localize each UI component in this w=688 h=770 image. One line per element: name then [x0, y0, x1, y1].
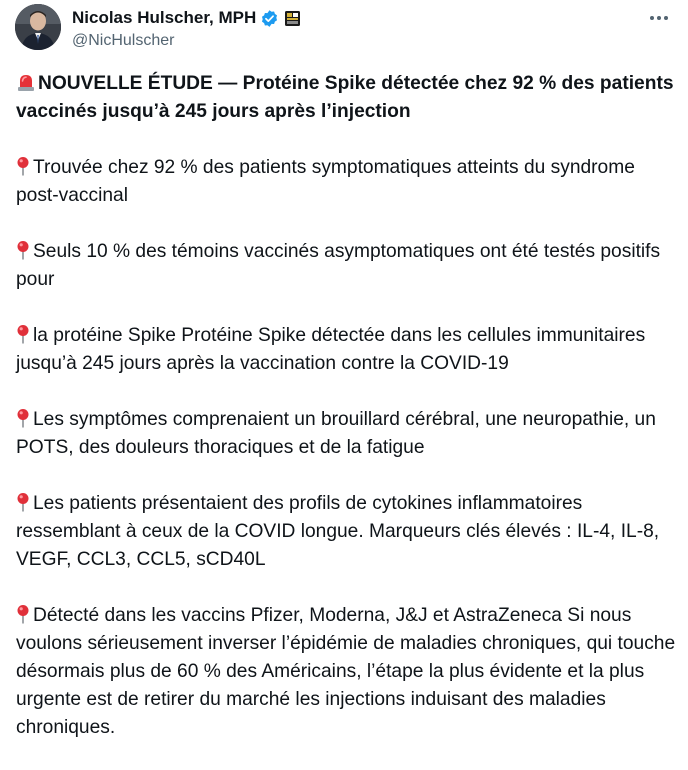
bullet-paragraph — [16, 406, 676, 462]
siren-icon — [16, 72, 36, 92]
bullet-text: Trouvée chez 92 % des patients symptomatiques atteints du syndrome post-vaccinal — [16, 157, 635, 206]
bullet-paragraph — [16, 490, 676, 574]
dot-icon — [664, 16, 668, 20]
round-pushpin-icon — [16, 408, 30, 428]
bullet-text: Détecté dans les vaccins Pfizer, Moderna, J&J et AstraZeneca Si nous voulons sérieusement inverser l’épidémie de maladies chroniques, qui touche désormais plus de 60 % des Américains, l’étape la plus évidente et la plus urgente est de retirer du marché les injections induisant des maladies chroniques. — [16, 605, 676, 738]
headline-text: NOUVELLE ÉTUDE — Protéine Spike détectée chez 92 % des patients vaccinés jusqu’à 245 jours après l’injection — [16, 73, 674, 122]
flag-badge-icon — [285, 11, 300, 26]
bullet-text: Les symptômes comprenaient un brouillard cérébral, une neuropathie, un POTS, des douleurs thoraciques et de la fatigue — [16, 409, 656, 458]
round-pushpin-icon — [16, 156, 30, 176]
tweet-header — [15, 4, 675, 52]
avatar[interactable] — [15, 4, 61, 50]
bullet-text: la protéine Spike Protéine Spike détectée dans les cellules immunitaires jusqu’à 245 jours après la vaccination contre la COVID-19 — [16, 325, 646, 374]
display-name[interactable]: Nicolas Hulscher, MPH — [72, 8, 257, 27]
round-pushpin-icon — [16, 492, 30, 512]
bullet-paragraph — [16, 154, 676, 210]
bullet-paragraph — [16, 238, 676, 294]
bullet-paragraph — [16, 322, 676, 378]
name-line — [72, 6, 300, 30]
headline — [16, 70, 676, 126]
round-pushpin-icon — [16, 240, 30, 260]
dot-icon — [657, 16, 661, 20]
tweet-text — [16, 70, 676, 770]
verified-badge-icon — [260, 9, 279, 28]
more-options-button[interactable] — [647, 8, 671, 28]
bullet-text: Seuls 10 % des témoins vaccinés asymptomatiques ont été testés positifs pour — [16, 241, 661, 290]
user-handle[interactable]: @NicHulscher — [72, 32, 175, 49]
round-pushpin-icon — [16, 604, 30, 624]
bullet-text: Les patients présentaient des profils de cytokines inflammatoires ressemblant à ceux de la COVID longue. Marqueurs clés élevés : IL-4, IL-8, VEGF, CCL3, CCL5, sCD40L — [16, 493, 660, 570]
dot-icon — [650, 16, 654, 20]
round-pushpin-icon — [16, 324, 30, 344]
bullet-paragraph — [16, 602, 676, 742]
